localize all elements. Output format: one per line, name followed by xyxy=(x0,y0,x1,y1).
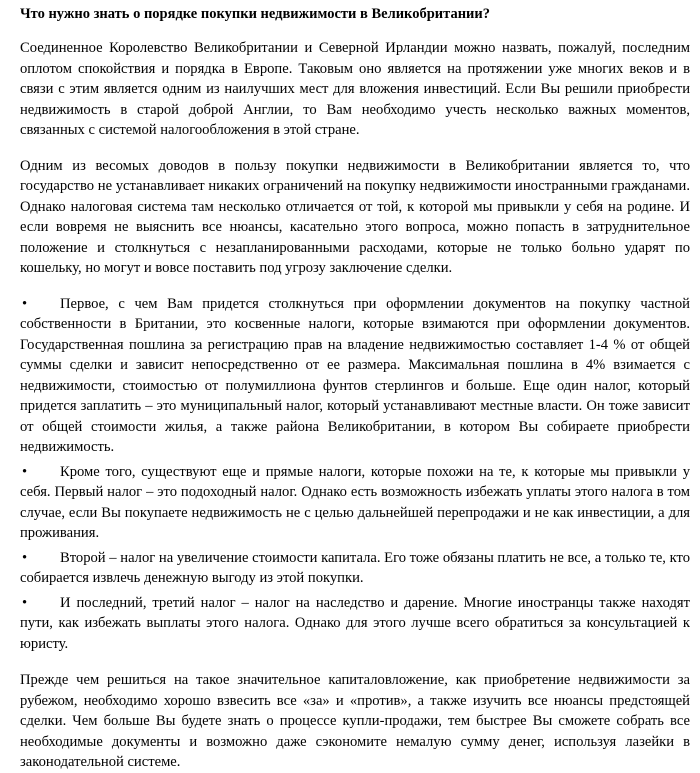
list-item-text: Первое, с чем Вам придется столкнуться при оформлении документов на покупку частной собственности в Британии, это косвенные налоги, которые взимаются при оформлении документов. Государственная пошлина за регистрацию прав на владение недвижимостью составляет 1-4 % от общей суммы сделки и зависит непосредственно от ее размера. Максимальная пошлина в 4% взимается с недвижимости, стоимостью от полумиллиона фунтов стерлингов и больше. Еще один налог, который придется заплатить – это муниципальный налог, который устанавливают местные власти. Он тоже зависит от общей стоимости жилья, а также района Великобритании, в котором Вы собираете приобрести недвижимость. xyxy=(20,295,690,455)
list-item xyxy=(20,548,690,589)
article-title: Что нужно знать о порядке покупки недвижимости в Великобритании? xyxy=(20,6,491,22)
bullet-icon: • xyxy=(22,295,28,312)
bullet-icon: • xyxy=(22,594,28,611)
list-item xyxy=(20,593,690,655)
list-item xyxy=(20,462,690,544)
arguments-paragraph: Одним из весомых доводов в пользу покупки недвижимости в Великобритании является то, что государство не устанавливает никаких ограничений на покупку недвижимости иностранными гражданами. Однако налоговая система там несколько отличается от той, к которой мы привыкли у себя на родине. И если вовремя не выяснить все нюансы, касательно этого вопроса, можно попасть в затруднительное положение и столкнуться с незапланированными расходами, которые не только больно ударят по кошельку, но могут и вовсе поставить под угрозу заключение сделки. xyxy=(20,157,690,276)
list-item-text: И последний, третий налог – налог на наследство и дарение. Многие иностранцы также находят пути, как избежать выплаты этого налога. Однако для этого лучше всего обратиться за консультацией к юристу. xyxy=(20,594,690,652)
list-item-text: Кроме того, существуют еще и прямые налоги, которые похожи на те, к которые мы привыкли у себя. Первый налог – это подоходный налог. Однако есть возможность избежать уплаты этого налога в том случае, если Вы покупаете недвижимость не с целью дальнейшей перепродажи и не как инвестиции, а для проживания. xyxy=(20,463,690,541)
list-item-text: Второй – налог на увеличение стоимости капитала. Его тоже обязаны платить не все, а только те, кто собирается извлечь денежную выгоду из этой покупки. xyxy=(20,549,690,586)
intro-paragraph: Соединенное Королевство Великобритании и Северной Ирландии можно назвать, пожалуй, последним оплотом спокойствия и порядка в Европе. Таковым оно является на протяжении уже многих веков и в связи с этим является одним из наилучших мест для вложения инвестиций. Если Вы решили приобрести недвижимость в старой доброй Англии, то Вам необходимо учесть несколько важных моментов, связанных с системой налогообложения в этой стране. xyxy=(20,40,690,138)
bullet-icon: • xyxy=(22,463,28,480)
tax-list xyxy=(20,294,690,655)
bullet-icon: • xyxy=(22,549,28,566)
closing-paragraph: Прежде чем решиться на такое значительное капиталовложение, как приобретение недвижимости за рубежом, необходимо хорошо взвесить все «за» и «против», а также изучить все нюансы предстоящей сделки. Чем больше Вы будете знать о процессе купли-продажи, тем быстрее Вы сможете собрать все необходимые документы и возможно даже сэкономите немалую сумму денег, используя лазейки в законодательной системе. xyxy=(20,672,690,770)
list-item xyxy=(20,294,690,458)
